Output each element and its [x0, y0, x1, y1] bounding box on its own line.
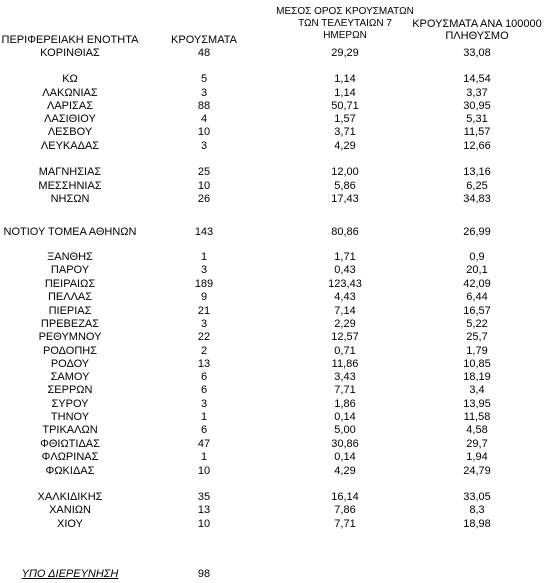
- region-cell: ΝΟΤΙΟΥ ΤΟΜΕΑ ΑΘΗΝΩΝ: [3, 226, 137, 238]
- cases-cell: 10: [197, 180, 211, 192]
- avg-7day-cell: 4,29: [334, 140, 356, 152]
- per100k-cell: 33,08: [463, 47, 491, 59]
- table-row: [0, 264, 559, 277]
- cases-cell: 10: [197, 126, 211, 138]
- per100k-cell: 11,58: [463, 411, 491, 423]
- avg-7day-cell: 0,43: [334, 264, 356, 276]
- cases-cell: 1: [200, 251, 208, 263]
- region-cell: ΣΥΡΟΥ: [51, 398, 89, 410]
- table-row: [0, 424, 559, 437]
- table-row: [0, 73, 559, 86]
- cases-cell: 22: [197, 331, 211, 343]
- region-cell: ΧΑΛΚΙΔΙΚΗΣ: [37, 491, 103, 503]
- table-row: [0, 291, 559, 304]
- cases-cell: 13: [197, 504, 211, 516]
- avg-7day-cell: 5,86: [334, 180, 356, 192]
- region-cell: ΠΕΙΡΑΙΩΣ: [44, 278, 96, 290]
- table-row: [0, 384, 559, 397]
- cases-cell: 47: [197, 438, 211, 450]
- region-cell: ΣΑΜΟΥ: [50, 371, 90, 383]
- region-cell: ΡΟΔΟΥ: [50, 358, 90, 370]
- per100k-cell: 3,37: [466, 87, 488, 99]
- region-cell: ΞΑΝΘΗΣ: [47, 251, 93, 263]
- table-row: [0, 305, 559, 318]
- avg-7day-cell: 7,71: [334, 518, 356, 530]
- cases-cell: 10: [197, 465, 211, 477]
- region-cell: ΛΑΡΙΣΑΣ: [46, 100, 93, 112]
- per100k-cell: 12,66: [463, 140, 491, 152]
- avg-7day-cell: 1,14: [334, 87, 356, 99]
- avg-7day-cell: 4,43: [334, 291, 356, 303]
- per100k-cell: 13,16: [463, 166, 491, 178]
- cases-cell: 143: [194, 226, 214, 238]
- per100k-cell: 8,3: [469, 504, 485, 516]
- cases-cell: 25: [197, 166, 211, 178]
- cases-cell: 98: [197, 568, 211, 580]
- per100k-cell: 34,83: [463, 193, 491, 205]
- region-cell: ΛΑΚΩΝΙΑΣ: [42, 87, 98, 99]
- header-region: ΠΕΡΙΦΕΡΕΙΑΚΗ ΕΝΟΤΗΤΑ: [1, 34, 139, 46]
- avg-7day-cell: 16,14: [331, 491, 359, 503]
- cases-cell: 3: [200, 398, 208, 410]
- per100k-cell: 13,95: [463, 398, 491, 410]
- cases-cell: 35: [197, 491, 211, 503]
- avg-7day-cell: 4,29: [334, 465, 356, 477]
- avg-7day-cell: 3,71: [334, 126, 356, 138]
- table-row: [0, 491, 559, 504]
- table-row: [0, 180, 559, 193]
- region-cell: ΠΕΛΛΑΣ: [47, 291, 93, 303]
- cases-cell: 6: [200, 384, 208, 396]
- region-cell: ΜΕΣΣΗΝΙΑΣ: [38, 180, 102, 192]
- region-cell: ΦΛΩΡΙΝΑΣ: [41, 451, 99, 463]
- cases-cell: 9: [200, 291, 208, 303]
- cases-cell: 5: [200, 73, 208, 85]
- avg-7day-cell: 0,71: [334, 345, 356, 357]
- cases-cell: 6: [200, 371, 208, 383]
- region-cell: ΧΙΟΥ: [57, 518, 83, 530]
- per100k-cell: 5,31: [466, 113, 488, 125]
- table-row: [0, 358, 559, 371]
- header-cases: ΚΡΟΥΣΜΑΤΑ: [171, 34, 237, 46]
- avg-7day-cell: 7,14: [334, 305, 356, 317]
- table-row: [0, 398, 559, 411]
- per100k-cell: 29,7: [466, 438, 488, 450]
- avg-7day-cell: 0,14: [334, 451, 356, 463]
- table-row: [0, 87, 559, 100]
- avg-7day-cell: 5,00: [334, 424, 356, 436]
- avg-7day-cell: 7,86: [334, 504, 356, 516]
- header-per100k-line2: ΠΛΗΘΥΣΜΟ: [445, 30, 509, 42]
- cases-cell: 3: [200, 87, 208, 99]
- per100k-cell: 6,25: [466, 180, 488, 192]
- avg-7day-cell: 123,43: [328, 278, 362, 290]
- region-cell: ΥΠΟ ΔΙΕΡΕΥΝΗΣΗ: [21, 568, 119, 580]
- region-cell: ΠΙΕΡΙΑΣ: [48, 305, 92, 317]
- table-row: [0, 504, 559, 517]
- table-row: [0, 331, 559, 344]
- table-row: [0, 166, 559, 179]
- avg-7day-cell: 7,71: [334, 384, 356, 396]
- avg-7day-cell: 0,14: [334, 411, 356, 423]
- region-cell: ΠΡΕΒΕΖΑΣ: [40, 318, 100, 330]
- per100k-cell: 10,85: [463, 358, 491, 370]
- table-row: [0, 226, 559, 239]
- avg-7day-cell: 1,71: [334, 251, 356, 263]
- per100k-cell: 30,95: [463, 100, 491, 112]
- cases-cell: 21: [197, 305, 211, 317]
- region-cell: ΛΑΣΙΘΙΟΥ: [44, 113, 96, 125]
- per100k-cell: 18,98: [463, 518, 491, 530]
- per100k-cell: 25,7: [466, 331, 488, 343]
- avg-7day-cell: 12,00: [331, 166, 359, 178]
- region-cell: ΜΑΓΝΗΣΙΑΣ: [38, 166, 102, 178]
- avg-7day-cell: 3,43: [334, 371, 356, 383]
- table-row: [0, 126, 559, 139]
- cases-cell: 6: [200, 424, 208, 436]
- header-avg: [270, 6, 420, 42]
- region-cell: ΡΟΔΟΠΗΣ: [42, 345, 98, 357]
- region-cell: ΚΩ: [62, 73, 78, 85]
- cases-cell: 88: [197, 100, 211, 112]
- cases-cell: 3: [200, 318, 208, 330]
- region-cell: ΛΕΣΒΟΥ: [47, 126, 93, 138]
- avg-7day-cell: 30,86: [331, 438, 359, 450]
- per100k-cell: 1,79: [466, 345, 488, 357]
- table-row: [0, 465, 559, 478]
- region-cell: ΤΗΝΟΥ: [50, 411, 90, 423]
- cases-cell: 4: [200, 113, 208, 125]
- header-per100k: [403, 18, 551, 42]
- cases-cell: 48: [197, 47, 211, 59]
- table-row: [0, 518, 559, 531]
- cases-cell: 3: [200, 264, 208, 276]
- header-avg-line2: ΤΩΝ ΤΕΛΕΥΤΑΙΩΝ 7: [298, 18, 392, 29]
- per100k-cell: 16,57: [463, 305, 491, 317]
- per100k-cell: 4,58: [466, 424, 488, 436]
- table-row: [0, 100, 559, 113]
- per100k-cell: 42,09: [463, 278, 491, 290]
- per100k-cell: 3,4: [469, 384, 485, 396]
- header-avg-line1: ΜΕΣΟΣ ΟΡΟΣ ΚΡΟΥΣΜΑΤΩΝ: [276, 6, 414, 17]
- region-cell: ΦΘΙΩΤΙΔΑΣ: [40, 438, 100, 450]
- per100k-cell: 26,99: [463, 226, 491, 238]
- table-row: [0, 47, 559, 60]
- region-cell: ΠΑΡΟΥ: [50, 264, 90, 276]
- per100k-cell: 24,79: [463, 465, 491, 477]
- region-cell: ΤΡΙΚΑΛΩΝ: [42, 424, 98, 436]
- cases-cell: 1: [200, 411, 208, 423]
- per100k-cell: 14,54: [463, 73, 491, 85]
- table-row: [0, 251, 559, 264]
- cases-cell: 13: [197, 358, 211, 370]
- table-row: [0, 113, 559, 126]
- table-row: [0, 318, 559, 331]
- table-row: [0, 193, 559, 206]
- header-per100k-line1: ΚΡΟΥΣΜΑΤΑ ΑΝΑ 100000: [412, 18, 542, 30]
- region-cell: ΝΗΣΩΝ: [50, 193, 90, 205]
- avg-7day-cell: 29,29: [331, 47, 359, 59]
- per100k-cell: 1,94: [466, 451, 488, 463]
- per100k-cell: 0,9: [469, 251, 485, 263]
- table-row: [0, 568, 559, 581]
- avg-7day-cell: 50,71: [331, 100, 359, 112]
- region-cell: ΣΕΡΡΩΝ: [47, 384, 93, 396]
- region-cell: ΦΩΚΙΔΑΣ: [45, 465, 95, 477]
- region-cell: ΛΕΥΚΑΔΑΣ: [40, 140, 100, 152]
- per100k-cell: 11,57: [463, 126, 491, 138]
- per100k-cell: 5,22: [466, 318, 488, 330]
- header-avg-line3: ΗΜΕΡΩΝ: [323, 30, 367, 41]
- per100k-cell: 6,44: [466, 291, 488, 303]
- table-row: [0, 371, 559, 384]
- cases-cell: 1: [200, 451, 208, 463]
- table-row: [0, 451, 559, 464]
- avg-7day-cell: 1,57: [334, 113, 356, 125]
- table-row: [0, 438, 559, 451]
- cases-cell: 189: [194, 278, 214, 290]
- avg-7day-cell: 1,14: [334, 73, 356, 85]
- region-cell: ΚΟΡΙΝΘΙΑΣ: [40, 47, 100, 59]
- avg-7day-cell: 11,86: [331, 358, 359, 370]
- per100k-cell: 18,19: [463, 371, 491, 383]
- region-cell: ΡΕΘΥΜΝΟΥ: [38, 331, 102, 343]
- per100k-cell: 20,1: [466, 264, 488, 276]
- cases-cell: 3: [200, 140, 208, 152]
- region-cell: ΧΑΝΙΩΝ: [49, 504, 91, 516]
- avg-7day-cell: 2,29: [334, 318, 356, 330]
- cases-cell: 10: [197, 518, 211, 530]
- table-row: [0, 278, 559, 291]
- avg-7day-cell: 1,86: [334, 398, 356, 410]
- avg-7day-cell: 12,57: [331, 331, 359, 343]
- cases-cell: 2: [200, 345, 208, 357]
- table-row: [0, 345, 559, 358]
- avg-7day-cell: 17,43: [331, 193, 359, 205]
- table-row: [0, 411, 559, 424]
- avg-7day-cell: 80,86: [331, 226, 359, 238]
- cases-cell: 26: [197, 193, 211, 205]
- per100k-cell: 33,05: [463, 491, 491, 503]
- table-row: [0, 140, 559, 153]
